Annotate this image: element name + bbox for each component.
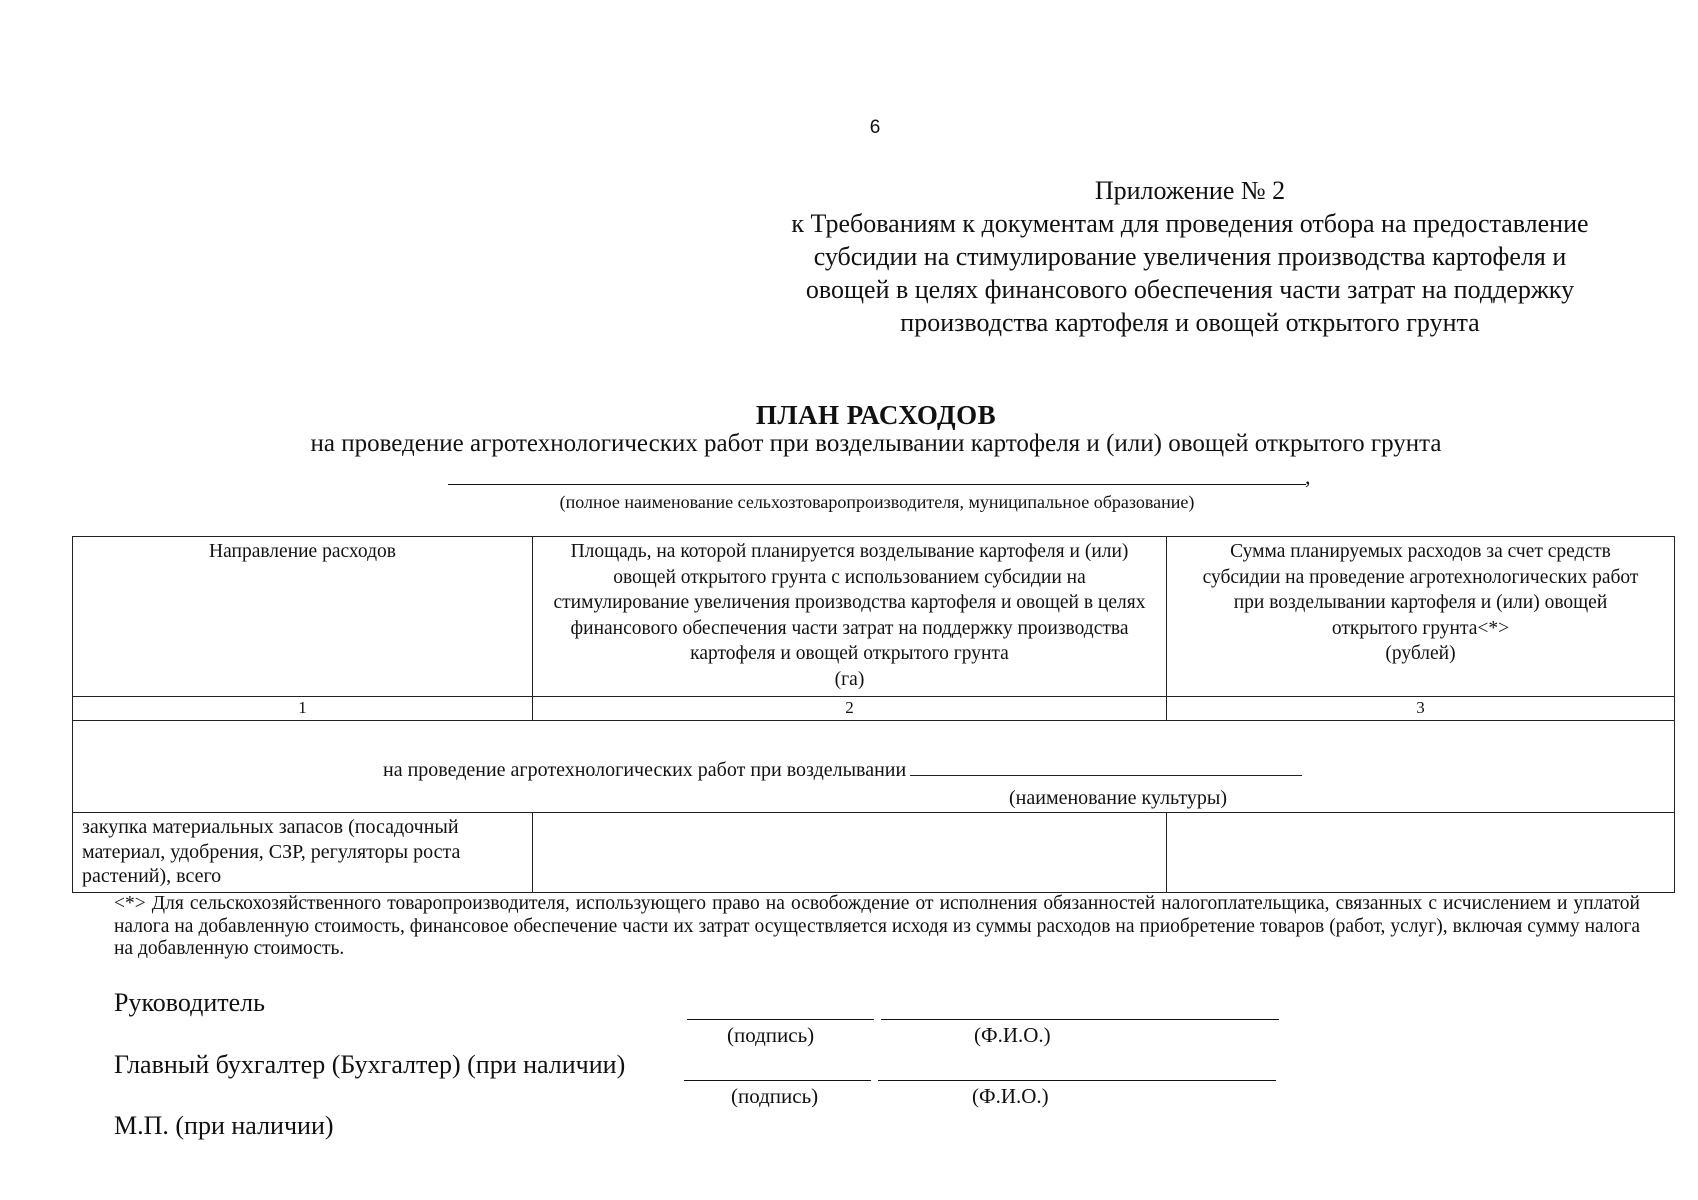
expense-plan-table	[72, 536, 1675, 893]
head-signature-caption: (подпись)	[727, 1023, 815, 1047]
row-amount-cell[interactable]	[1167, 813, 1675, 893]
organization-caption: (полное наименование сельхозтоваропроизводителя, муниципальное образование)	[559, 492, 1195, 512]
appendix-line: к Требованиям к документам для проведения отбора на предоставление	[791, 209, 1589, 238]
appendix-title: Приложение № 2	[1094, 176, 1286, 205]
head-name-line[interactable]	[881, 1019, 1279, 1020]
column-number: 3	[1167, 697, 1675, 721]
header-amount-unit: (рублей)	[1385, 643, 1456, 664]
footnote: <*> Для сельскохозяйственного товаропроизводителя, использующего право на освобождение от исполнения обязанностей налогоплательщика, связанных с исчислением и уплатой налога на добавленную стоимость, финансовое обеспечение части их затрат осуществляется исходя из суммы расходов на приобретение товаров (работ, услуг), включая сумму налога на добавленную стоимость.	[114, 893, 1640, 959]
organization-name-line[interactable]	[448, 484, 1306, 485]
header-amount	[1167, 537, 1675, 697]
header-area-unit: (га)	[834, 668, 865, 690]
accountant-signature-caption: (подпись)	[731, 1084, 819, 1108]
table-header-row	[73, 537, 1675, 697]
crop-name-caption: (наименование культуры)	[1009, 787, 1227, 809]
plan-title: ПЛАН РАСХОДОВ	[755, 400, 997, 430]
head-signature-line[interactable]	[687, 1019, 874, 1020]
section-cell	[73, 721, 1675, 813]
row-direction-cell	[73, 813, 533, 893]
organization-comma: ,	[1305, 464, 1311, 489]
accountant-label: Главный бухгалтер (Бухгалтер) (при наличии)	[114, 1050, 626, 1079]
header-direction	[73, 537, 533, 697]
crop-name-line[interactable]	[910, 757, 1302, 776]
header-area-text: Площадь, на которой планируется возделывание картофеля и (или) овощей открытого грунта с использованием субсидии на стимулирование увеличения производства картофеля и овощей в целях финансового обеспечения части затрат на поддержку производства картофеля и овощей открытого грунта	[553, 541, 1146, 664]
header-area	[533, 537, 1167, 697]
stamp-label: М.П. (при наличии)	[114, 1111, 334, 1140]
table-row	[73, 813, 1675, 893]
head-label: Руководитель	[114, 988, 265, 1017]
accountant-name-caption: (Ф.И.О.)	[972, 1084, 1049, 1108]
page-number: 6	[869, 117, 881, 138]
row-area-cell[interactable]	[533, 813, 1167, 893]
header-amount-text: Сумма планируемых расходов за счет средств субсидии на проведение агротехнологических работ при возделывании картофеля и (или) овощей открытого грунта<*>	[1202, 541, 1639, 639]
column-number: 2	[533, 697, 1167, 721]
header-direction-text: Направление расходов	[209, 541, 396, 562]
plan-subtitle: на проведение агротехнологических работ при возделывании картофеля и (или) овощей открытого грунта	[310, 430, 1442, 457]
appendix-header	[740, 174, 1640, 339]
section-text	[383, 757, 1302, 782]
accountant-name-line[interactable]	[878, 1080, 1276, 1081]
column-number: 1	[73, 697, 533, 721]
appendix-line: субсидии на стимулирование увеличения производства картофеля и	[813, 242, 1567, 271]
accountant-signature-line[interactable]	[684, 1080, 871, 1081]
appendix-line: овощей в целях финансового обеспечения части затрат на поддержку	[805, 275, 1575, 304]
column-number-row	[73, 697, 1675, 721]
section-label: на проведение агротехнологических работ при возделывании	[383, 759, 907, 781]
head-name-caption: (Ф.И.О.)	[974, 1023, 1051, 1047]
row-direction-text: закупка материальных запасов (посадочный материал, удобрения, СЗР, регуляторы роста растений), всего	[82, 816, 461, 887]
section-row	[73, 721, 1675, 813]
appendix-line: производства картофеля и овощей открытого грунта	[900, 308, 1480, 337]
